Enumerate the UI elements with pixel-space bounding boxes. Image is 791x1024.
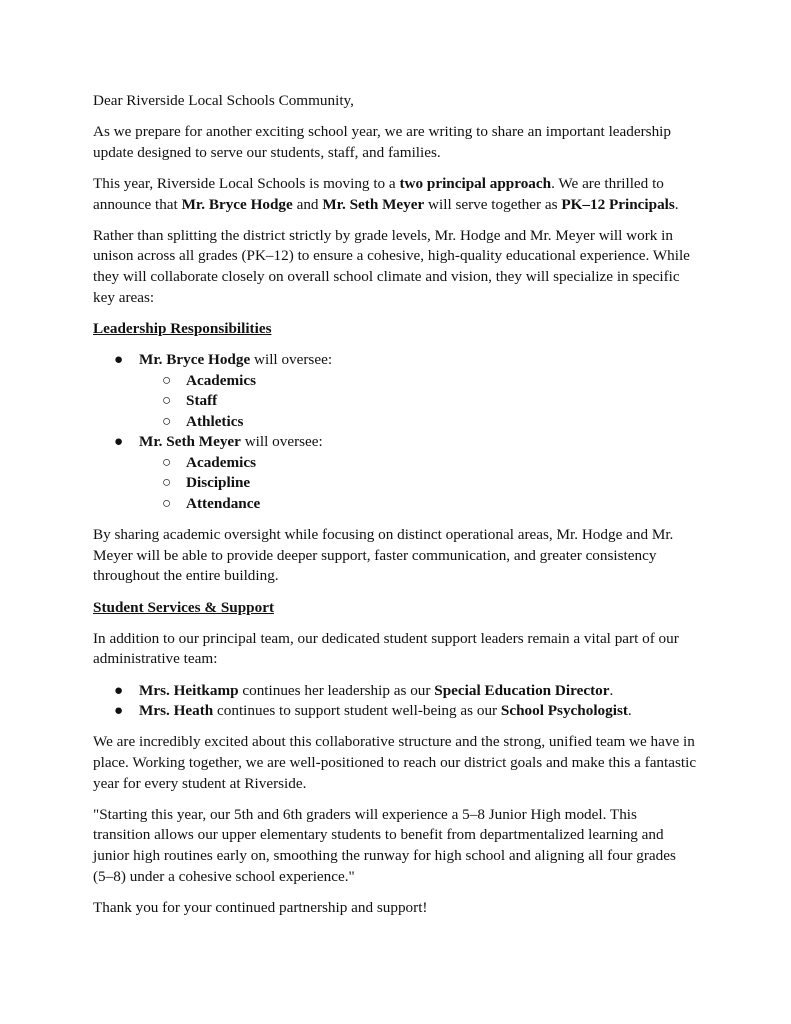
responsibility-item: [139, 453, 698, 474]
support-role: Special Education Director: [434, 681, 610, 699]
approach-bold-4: PK–12 Principals: [561, 195, 675, 213]
approach-text-2: . We are thrilled to announce that: [93, 174, 664, 213]
principal-suffix: will oversee:: [240, 433, 323, 451]
approach-text-5: .: [674, 195, 679, 213]
principal-name: Mr. Seth Meyer: [139, 433, 241, 451]
approach-text-3: and: [292, 195, 323, 213]
leadership-heading: Leadership Responsibilities: [93, 319, 272, 337]
support-end: .: [627, 702, 632, 720]
responsibility-item: [139, 371, 698, 392]
approach-text-4: will serve together as: [424, 195, 562, 213]
excited-paragraph: We are incredibly excited about this collaborative structure and the strong, unified team we have in place. Working together, we are well-positioned to reach our district goals and make this a fantastic year for every student at Riverside.: [93, 733, 697, 792]
closing-paragraph: Thank you for your continued partnership and support!: [93, 898, 428, 916]
support-role: School Psychologist: [500, 702, 628, 720]
support-name: Mrs. Heath: [139, 702, 214, 720]
sub-bullet-icon: ○: [162, 392, 172, 410]
support-end: .: [609, 681, 614, 699]
responsibility-label: Attendance: [186, 495, 261, 513]
services-heading: Student Services & Support: [93, 598, 274, 616]
responsibility-label: Athletics: [186, 412, 244, 430]
responsibility-label: Academics: [186, 453, 257, 471]
letter-page: [93, 91, 698, 929]
support-list: [93, 681, 698, 722]
principal-suffix: will oversee:: [250, 350, 333, 368]
responsibility-item: [139, 473, 698, 494]
bullet-icon: ●: [114, 433, 124, 451]
intro-paragraph: As we prepare for another exciting school year, we are writing to share an important leadership update designed to serve our students, staff, and families.: [93, 123, 671, 161]
responsibility-item: [139, 494, 698, 515]
support-name: Mrs. Heitkamp: [139, 681, 239, 699]
bullet-icon: ●: [114, 350, 124, 368]
principal-name: Mr. Bryce Hodge: [139, 350, 251, 368]
approach-text-1: This year, Riverside Local Schools is moving to a: [93, 174, 400, 192]
sub-bullet-icon: ○: [162, 412, 172, 430]
approach-bold-2: Mr. Bryce Hodge: [181, 195, 293, 213]
sub-bullet-icon: ○: [162, 474, 172, 492]
support-item: [93, 701, 698, 722]
bullet-icon: ●: [114, 702, 124, 720]
junior-high-paragraph: "Starting this year, our 5th and 6th graders will experience a 5–8 Junior High model. This transition allows our upper elementary students to benefit from departmentalized learning and junior high routines early on, smoothing the runway for high school and aligning all four grades (5–8) under a cohesive school experience.": [93, 805, 676, 885]
rather-paragraph: Rather than splitting the district strictly by grade levels, Mr. Hodge and Mr. Meyer will work in unison across all grades (PK–12) to ensure a cohesive, high-quality educational experience. While they will collaborate closely on overall school climate and vision, they will specialize in specific key areas:: [93, 226, 690, 306]
sub-bullet-icon: ○: [162, 495, 172, 513]
responsibility-item: [139, 412, 698, 433]
responsibility-list: [139, 453, 698, 515]
support-middle: continues to support student well-being as our: [213, 702, 501, 720]
approach-bold-1: two principal approach: [399, 174, 552, 192]
sharing-paragraph: By sharing academic oversight while focusing on distinct operational areas, Mr. Hodge and Mr. Meyer will be able to provide deeper support, faster communication, and greater consistency throughout the entire building.: [93, 526, 674, 585]
approach-bold-3: Mr. Seth Meyer: [322, 195, 425, 213]
responsibility-item: [139, 391, 698, 412]
support-middle: continues her leadership as our: [238, 681, 435, 699]
responsibility-list: [139, 371, 698, 433]
leadership-list: [93, 350, 698, 515]
principal-item: [93, 350, 698, 432]
responsibility-label: Discipline: [186, 474, 251, 492]
bullet-icon: ●: [114, 681, 124, 699]
sub-bullet-icon: ○: [162, 453, 172, 471]
responsibility-label: Staff: [186, 392, 218, 410]
responsibility-label: Academics: [186, 371, 257, 389]
support-item: [93, 681, 698, 702]
approach-paragraph: [93, 174, 698, 215]
principal-item: [93, 432, 698, 514]
services-intro: In addition to our principal team, our dedicated student support leaders remain a vital part of our administrative team:: [93, 629, 679, 668]
greeting: Dear Riverside Local Schools Community,: [93, 92, 354, 109]
sub-bullet-icon: ○: [162, 371, 172, 389]
